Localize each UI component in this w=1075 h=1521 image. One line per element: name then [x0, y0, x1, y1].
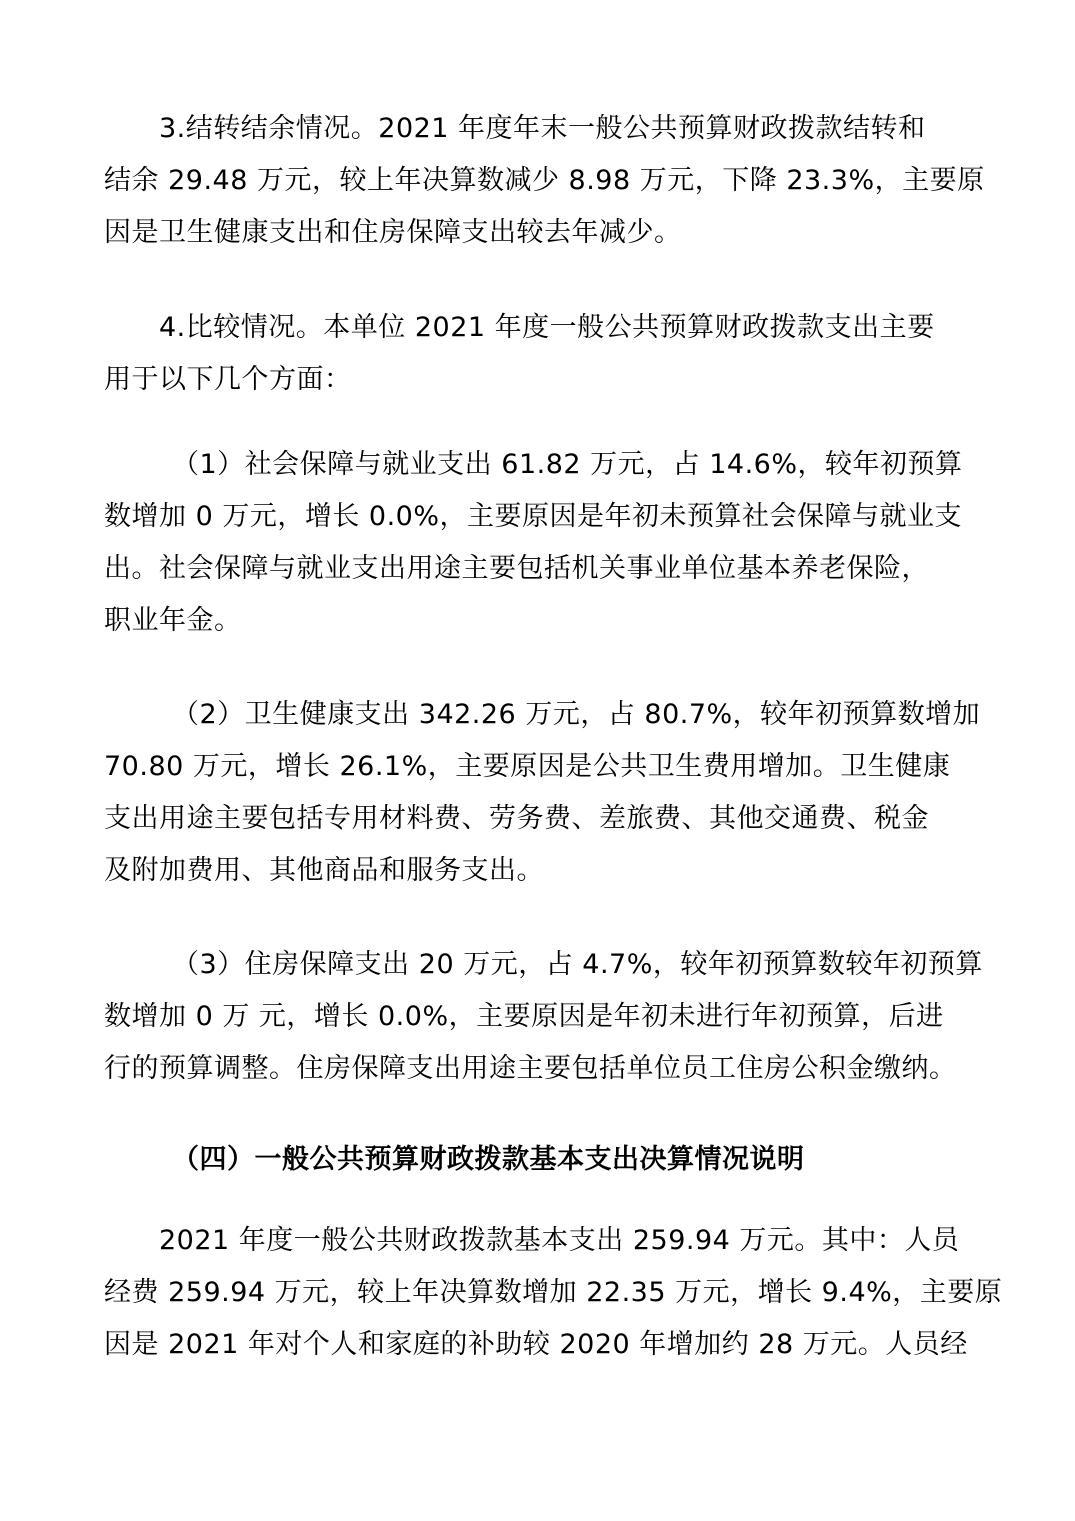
paragraph-carryover	[104, 103, 985, 259]
text-line: 3.结转结余情况。2021 年度年末一般公共预算财政拨款结转和	[159, 113, 926, 144]
section-heading: （四）一般公共预算财政拨款基本支出决算情况说明	[172, 1144, 805, 1175]
text-line: 职业年金。	[104, 605, 242, 636]
text-line: 因是卫生健康支出和住房保障支出较去年减少。	[104, 217, 682, 248]
paragraph-health	[104, 689, 980, 897]
text-line: （2）卫生健康支出 342.26 万元，占 80.7%，较年初预算数增加	[172, 699, 981, 730]
text-line: 数增加 0 万元，增长 0.0%，主要原因是年初未预算社会保障与就业支	[104, 501, 963, 532]
text-line: 支出用途主要包括专用材料费、劳务费、差旅费、其他交通费、税金	[104, 803, 929, 834]
text-line: 70.80 万元，增长 26.1%，主要原因是公共卫生费用增加。卫生健康	[104, 751, 951, 782]
paragraph-comparison	[104, 302, 935, 406]
paragraph-housing	[104, 939, 983, 1095]
text-line: 4.比较情况。本单位 2021 年度一般公共预算财政拨款支出主要	[159, 312, 935, 343]
text-line: （3）住房保障支出 20 万元，占 4.7%，较年初预算数较年初预算	[172, 949, 983, 980]
text-line: 行的预算调整。住房保障支出用途主要包括单位员工住房公积金缴纳。	[104, 1053, 957, 1084]
text-line: 经费 259.94 万元，较上年决算数增加 22.35 万元，增长 9.4%，主要原	[104, 1277, 1003, 1308]
paragraph-basic-expenditure	[104, 1215, 1002, 1371]
text-line: 及附加费用、其他商品和服务支出。	[104, 855, 544, 886]
text-line: 结余 29.48 万元，较上年决算数减少 8.98 万元，下降 23.3%，主要原	[104, 165, 985, 196]
text-line: 因是 2021 年对个人和家庭的补助较 2020 年增加约 28 万元。人员经	[104, 1329, 968, 1360]
text-line: 用于以下几个方面：	[104, 364, 352, 395]
text-line: 2021 年度一般公共财政拨款基本支出 259.94 万元。其中：人员	[159, 1225, 960, 1256]
text-line: 数增加 0 万 元，增长 0.0%，主要原因是年初未进行年初预算，后进	[104, 1001, 944, 1032]
paragraph-social-security	[104, 439, 963, 647]
text-line: 出。社会保障与就业支出用途主要包括机关事业单位基本养老保险，	[104, 553, 929, 584]
text-line: （1）社会保障与就业支出 61.82 万元，占 14.6%，较年初预算	[172, 449, 963, 480]
